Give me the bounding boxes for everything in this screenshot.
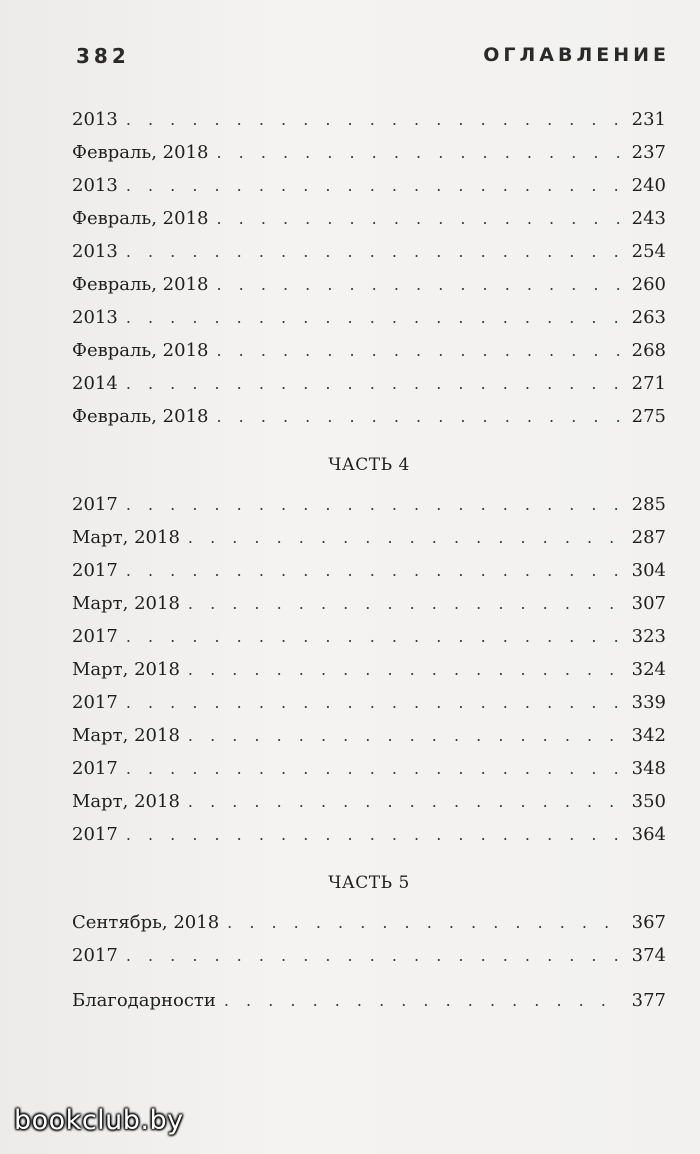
- toc-entry-label: 2017: [72, 494, 118, 515]
- toc-entry: [72, 301, 666, 334]
- toc-entry-acknowledgements: [72, 984, 666, 1017]
- toc-entry-label: 2017: [72, 758, 118, 779]
- toc-entry-label: Март, 2018: [72, 725, 180, 746]
- toc-entry-page: 275: [631, 406, 666, 427]
- toc-entry-label: 2013: [72, 241, 118, 262]
- running-head: ОГЛАВЛЕНИЕ: [483, 44, 670, 66]
- toc-entry-label: 2017: [72, 626, 118, 647]
- toc-entry: [72, 268, 666, 301]
- table-of-contents: [72, 103, 666, 1017]
- toc-entry-label: 2013: [72, 175, 118, 196]
- toc-entry-label: Март, 2018: [72, 659, 180, 680]
- watermark-text: bookclub.by: [14, 1105, 184, 1136]
- toc-leader-dots: [126, 169, 624, 202]
- toc-entry: [72, 818, 666, 851]
- page-header: [76, 44, 670, 74]
- toc-entry: [72, 521, 666, 554]
- toc-entry-label: Март, 2018: [72, 527, 180, 548]
- toc-leader-dots: [126, 939, 624, 972]
- toc-entry-page: 260: [631, 274, 666, 295]
- toc-leader-dots: [188, 587, 624, 620]
- toc-entry-page: 263: [631, 307, 666, 328]
- toc-entry-label: Февраль, 2018: [72, 274, 209, 295]
- toc-entry: [72, 202, 666, 235]
- toc-entry-label: 2017: [72, 560, 118, 581]
- toc-entry-page: 231: [631, 109, 666, 130]
- toc-entry-label: Февраль, 2018: [72, 142, 209, 163]
- toc-entry-page: 374: [631, 945, 666, 966]
- toc-group-part4: [72, 488, 666, 851]
- toc-entry: [72, 785, 666, 818]
- toc-leader-dots: [126, 620, 624, 653]
- toc-leader-dots: [216, 136, 623, 169]
- toc-entry-page: 350: [631, 791, 666, 812]
- spacer: [72, 972, 666, 984]
- toc-entry: [72, 136, 666, 169]
- toc-entry-label: 2017: [72, 692, 118, 713]
- toc-entry: [72, 653, 666, 686]
- toc-entry-page: 271: [631, 373, 666, 394]
- toc-entry-label: Февраль, 2018: [72, 340, 209, 361]
- toc-leader-dots: [126, 818, 624, 851]
- toc-leader-dots: [188, 521, 624, 554]
- toc-leader-dots: [227, 906, 623, 939]
- toc-entry-label: Благодарности: [72, 990, 216, 1011]
- toc-leader-dots: [126, 686, 624, 719]
- toc-entry-page: 364: [631, 824, 666, 845]
- toc-leader-dots: [188, 785, 624, 818]
- toc-leader-dots: [216, 334, 623, 367]
- part-heading-5: ЧАСТЬ 5: [328, 873, 410, 893]
- toc-entry-page: 285: [631, 494, 666, 515]
- toc-entry-label: Февраль, 2018: [72, 406, 209, 427]
- toc-entry-page: 268: [631, 340, 666, 361]
- toc-entry-label: Март, 2018: [72, 593, 180, 614]
- toc-leader-dots: [216, 400, 623, 433]
- toc-entry: [72, 488, 666, 521]
- toc-entry-page: 339: [631, 692, 666, 713]
- toc-leader-dots: [126, 367, 624, 400]
- toc-entry-label: Март, 2018: [72, 791, 180, 812]
- toc-entry: [72, 169, 666, 202]
- toc-leader-dots: [126, 488, 624, 521]
- toc-entry-label: Февраль, 2018: [72, 208, 209, 229]
- toc-entry-label: 2017: [72, 824, 118, 845]
- toc-entry: [72, 400, 666, 433]
- toc-entry-page: 324: [631, 659, 666, 680]
- toc-entry: [72, 367, 666, 400]
- toc-group-part3: [72, 103, 666, 433]
- toc-entry: [72, 554, 666, 587]
- toc-entry: [72, 620, 666, 653]
- toc-entry-page: 240: [631, 175, 666, 196]
- toc-leader-dots: [188, 719, 624, 752]
- toc-entry-page: 367: [631, 912, 666, 933]
- toc-entry: [72, 686, 666, 719]
- toc-entry: [72, 752, 666, 785]
- toc-entry: [72, 334, 666, 367]
- toc-entry-page: 323: [631, 626, 666, 647]
- toc-entry-page: 254: [631, 241, 666, 262]
- toc-leader-dots: [216, 268, 623, 301]
- toc-entry-page: 377: [631, 990, 666, 1011]
- page-number: 382: [76, 44, 130, 68]
- toc-leader-dots: [126, 752, 624, 785]
- toc-entry-label: 2014: [72, 373, 118, 394]
- toc-entry-label: 2013: [72, 109, 118, 130]
- toc-leader-dots: [126, 103, 624, 136]
- toc-entry-page: 307: [631, 593, 666, 614]
- toc-leader-dots: [216, 202, 623, 235]
- toc-entry: [72, 906, 666, 939]
- part-heading-4: ЧАСТЬ 4: [328, 455, 410, 475]
- toc-entry: [72, 719, 666, 752]
- toc-entry: [72, 939, 666, 972]
- toc-leader-dots: [126, 301, 624, 334]
- toc-leader-dots: [126, 235, 624, 268]
- toc-entry-page: 237: [631, 142, 666, 163]
- toc-entry-label: 2017: [72, 945, 118, 966]
- toc-entry: [72, 103, 666, 136]
- toc-leader-dots: [188, 653, 624, 686]
- toc-entry-label: 2013: [72, 307, 118, 328]
- toc-leader-dots: [126, 554, 624, 587]
- toc-leader-dots: [224, 984, 624, 1017]
- toc-entry-page: 243: [631, 208, 666, 229]
- toc-entry-page: 342: [631, 725, 666, 746]
- toc-group-part5: [72, 906, 666, 972]
- toc-entry-page: 348: [631, 758, 666, 779]
- toc-entry: [72, 587, 666, 620]
- toc-entry: [72, 235, 666, 268]
- toc-entry-page: 287: [631, 527, 666, 548]
- toc-entry-page: 304: [631, 560, 666, 581]
- toc-entry-label: Сентябрь, 2018: [72, 912, 220, 933]
